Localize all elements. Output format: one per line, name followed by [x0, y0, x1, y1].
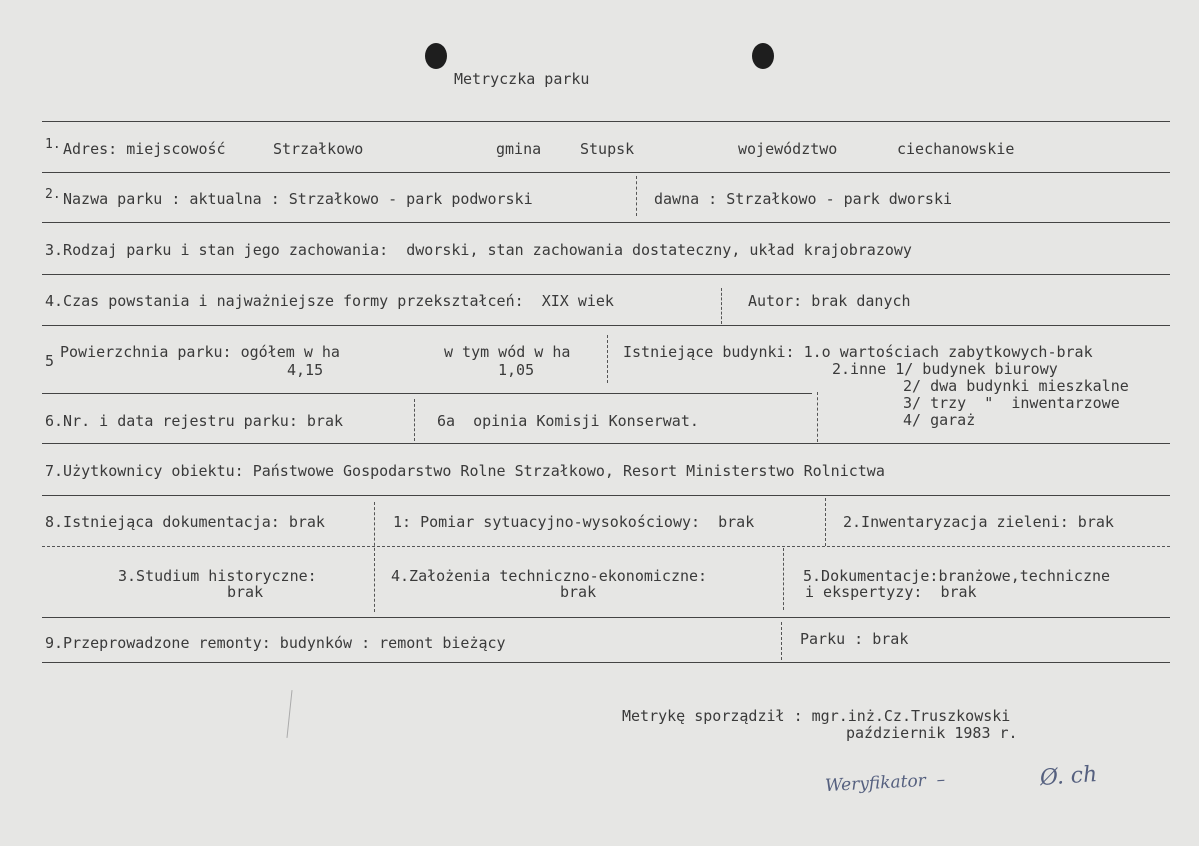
doc-survey: 1: Pomiar sytuacyjno-wysokościowy: brak	[393, 513, 755, 531]
rule	[42, 393, 812, 394]
gmina-value: Stupsk	[580, 140, 635, 158]
author-field: Autor: brak danych	[748, 292, 911, 310]
punch-hole-left	[425, 43, 447, 69]
handwritten-verifier: Weryfikator –	[824, 769, 946, 797]
rule	[42, 172, 1170, 173]
water-area-label: w tym wód w ha	[444, 343, 571, 361]
column-divider	[783, 548, 784, 610]
column-divider	[636, 176, 637, 216]
renovations-buildings: 9.Przeprowadzone remonty: budynków : remont bieżący	[45, 634, 506, 652]
column-divider	[607, 335, 608, 383]
voivodeship-value: ciechanowskie	[897, 140, 1015, 158]
dashed-rule	[42, 546, 1170, 547]
park-name-current: Nazwa parku : aktualna : Strzałkowo - park podworski	[63, 190, 533, 208]
doc-historical-study-value: brak	[227, 583, 264, 601]
prepared-by: Metrykę sporządził : mgr.inż.Cz.Truszkowski	[622, 707, 1011, 725]
rule	[42, 495, 1170, 496]
punch-hole-right	[752, 43, 774, 69]
building-item: 3/ trzy " inwentarzowe	[903, 394, 1120, 412]
voivodeship-label: województwo	[738, 140, 838, 158]
column-divider	[721, 288, 722, 324]
column-divider	[817, 392, 818, 442]
creation-time: 4.Czas powstania i najważniejsze formy przekształceń: XIX wiek	[45, 292, 614, 310]
register-number: 6.Nr. i data rejestru parku: brak	[45, 412, 344, 430]
area-total-value: 4,15	[287, 361, 324, 379]
object-users: 7.Użytkownicy obiektu: Państwowe Gospodarstwo Rolne Strzałkowo, Resort Ministerstwo Rolnictwa	[45, 462, 885, 480]
rule	[42, 222, 1170, 223]
rule	[42, 617, 1170, 618]
gmina-label: gmina	[496, 140, 542, 158]
locality-value: Strzałkowo	[273, 140, 364, 158]
rule	[42, 662, 1170, 663]
prepared-date: październik 1983 r.	[846, 724, 1018, 742]
pencil-mark	[286, 690, 292, 738]
doc-technical-assumptions: 4.Założenia techniczno-ekonomiczne:	[391, 567, 708, 585]
park-name-former: dawna : Strzałkowo - park dworski	[654, 190, 953, 208]
buildings-heading: Istniejące budynki: 1.o wartościach zabytkowych-brak	[623, 343, 1093, 361]
rule	[42, 274, 1170, 275]
doc-historical-study: 3.Studium historyczne:	[118, 567, 317, 585]
row2-number: 2.	[45, 187, 61, 202]
row5-number: 5	[45, 352, 55, 370]
document-title: Metryczka parku	[454, 70, 590, 88]
doc-technical-assumptions-value: brak	[560, 583, 597, 601]
doc-greenery-inventory: 2.Inwentaryzacja zieleni: brak	[843, 513, 1114, 531]
column-divider	[414, 399, 415, 441]
address-label: Adres: miejscowość	[63, 140, 226, 158]
building-item: 2/ dwa budynki mieszkalne	[903, 377, 1129, 395]
column-divider	[825, 498, 826, 546]
column-divider	[374, 502, 375, 612]
handwritten-signature: Ø. ch	[1039, 762, 1099, 791]
doc-industry-value: i ekspertyzy: brak	[805, 583, 977, 601]
building-item: 2.inne 1/ budynek biurowy	[832, 360, 1058, 378]
water-area-value: 1,05	[498, 361, 535, 379]
renovations-park: Parku : brak	[800, 630, 909, 648]
rule	[42, 443, 1170, 444]
documentation-label: 8.Istniejąca dokumentacja: brak	[45, 513, 325, 531]
area-label: Powierzchnia parku: ogółem w ha	[60, 343, 340, 361]
row1-number: 1.	[45, 137, 61, 152]
rule	[42, 325, 1170, 326]
park-type-and-condition: 3.Rodzaj parku i stan jego zachowania: dworski, stan zachowania dostateczny, układ krajobrazowy	[45, 241, 912, 259]
building-item: 4/ garaż	[903, 411, 976, 429]
rule	[42, 121, 1170, 122]
column-divider	[781, 622, 782, 660]
doc-industry: 5.Dokumentacje:branżowe,techniczne	[803, 567, 1111, 585]
conservator-opinion: 6a opinia Komisji Konserwat.	[437, 412, 699, 430]
